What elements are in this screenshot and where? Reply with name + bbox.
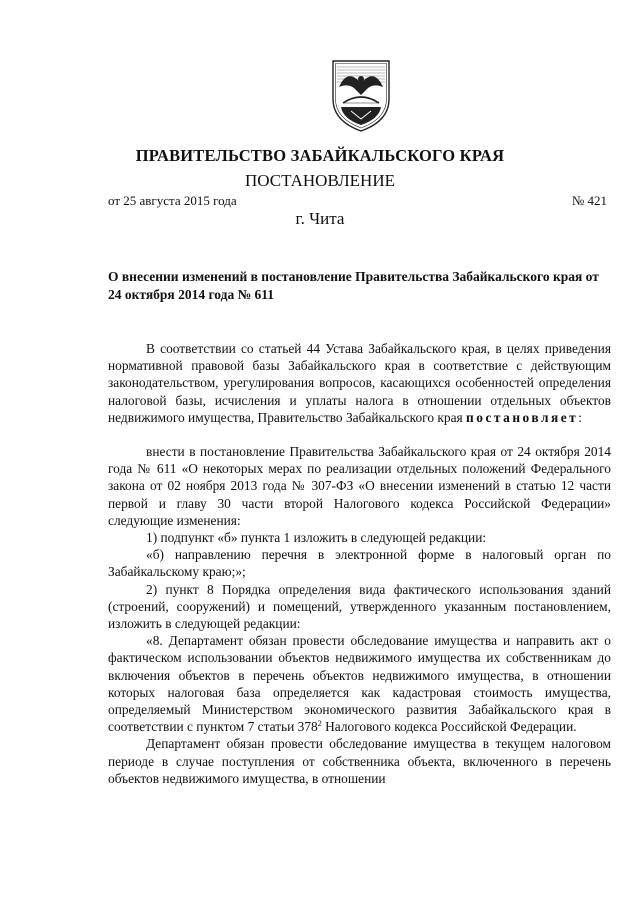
item-2-text: «8. Департамент обязан провести обследование имущества и направить акт о фактическом использовании объектов недвижимого имущества их собственникам до включения объектов в перечень объектов недвижимого имущества, в отношении которых налоговая база определяется как кадастровая стоимость имущества, определяемый Министерством экономического развития Забайкальского края в соответствии с пунктом 7 статьи 378 [108, 633, 611, 735]
preamble-text: В соответствии со статьей 44 Устава Забайкальского края, в целях приведения нормативной правовой базы Забайкальского края в соответствие с действующим законодательством, урегулирования вопросов, касающихся особенностей определения налоговой базы, исчисления и уплаты налога в отношении отдельных объектов недвижимого имущества, Правительство Забайкальского края [108, 341, 611, 425]
paragraph-item-1-text: «б) направлению перечня в электронной форме в налоговый орган по Забайкальскому краю;»; [108, 547, 611, 580]
paragraph-item-1: 1) подпункт «б» пункта 1 изложить в следующей редакции: [146, 530, 487, 546]
government-name: ПРАВИТЕЛЬСТВО ЗАБАЙКАЛЬСКОГО КРАЯ [135, 146, 505, 165]
document-type: ПОСТАНОВЛЕНИЕ [244, 171, 395, 190]
document-number: № 421 [571, 193, 607, 208]
document-city: г. Чита [295, 209, 345, 228]
document-date: от 25 августа 2015 года [108, 193, 237, 208]
paragraph-department: Департамент обязан провести обследование имущества в текущем налоговом периоде в случае поступления от собственника объекта, включенного в перечень объектов недвижимого имущества, в отношении [108, 736, 611, 786]
item-2-end: Налогового кодекса Российской Федерации. [321, 719, 577, 735]
paragraph-item-2: 2) пункт 8 Порядка определения вида фактического использования зданий (строений, сооружений) и помещений, утвержденного указанным постановлением, изложить в следующей редакции: [108, 581, 611, 632]
paragraph-item-2-text [108, 632, 611, 735]
article-superscript: 2 [317, 719, 322, 729]
resolves-word: постановляет [466, 409, 579, 425]
coat-of-arms-icon [325, 55, 397, 133]
paragraph-amend: внести в постановление Правительства Забайкальского края от 24 октября 2014 года № 611 «О некоторых мерах по реализации отдельных положений Федерального закона от 02 ноября 2013 года № 307-ФЗ «О внесении изменений в статью 12 части первой и главу 30 части второй Налогового кодекса Российской Федерации» следующие изменения: [108, 444, 611, 528]
document-title: О внесении изменений в постановление Правительства Забайкальского края от 24 октября 2014 года № 611 [108, 269, 599, 302]
document-body [108, 340, 611, 787]
preamble-end: : [578, 409, 582, 425]
paragraph-preamble [108, 340, 611, 426]
